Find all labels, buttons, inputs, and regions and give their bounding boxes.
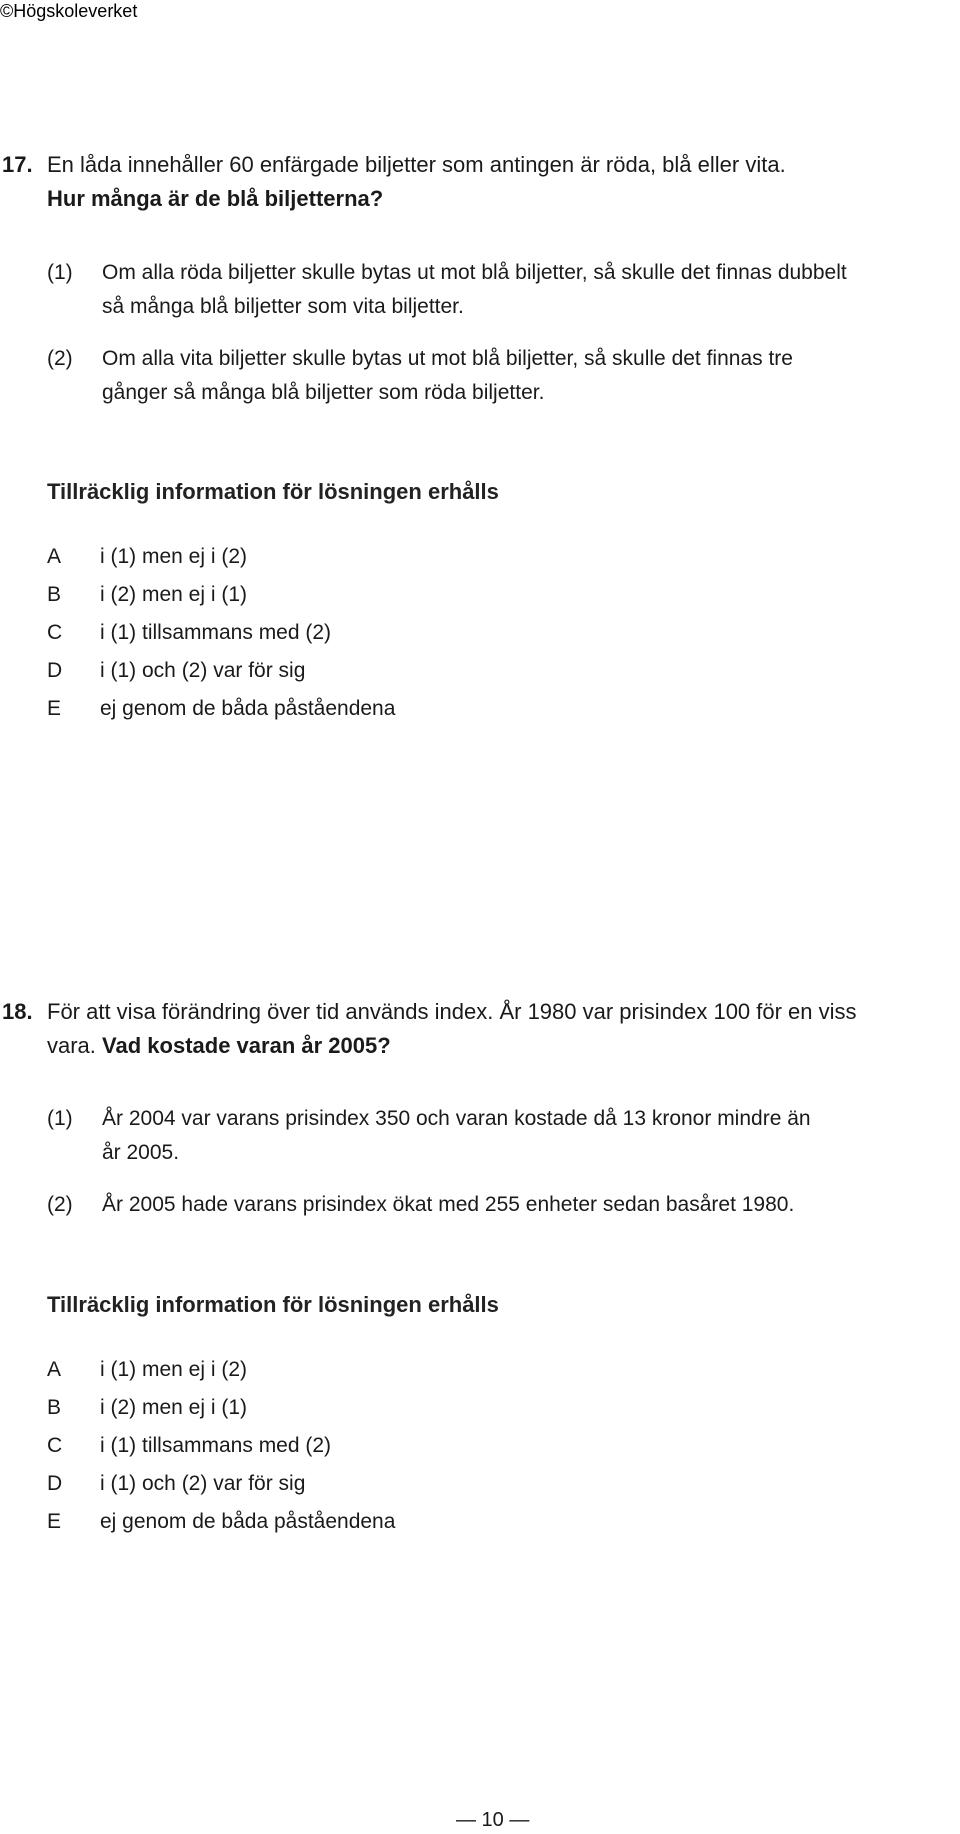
option-letter: D <box>47 1472 63 1495</box>
question-18-text <box>47 995 947 1063</box>
option-text: i (1) men ej i (2) <box>100 1358 248 1381</box>
option-text: i (2) men ej i (1) <box>100 1396 248 1419</box>
question-18-line2-plain: vara. <box>47 1033 96 1058</box>
question-17-number: 17. <box>2 152 33 177</box>
statement-text <box>102 1188 954 1222</box>
statement-number: (2) <box>47 1193 73 1216</box>
statement-line: så många blå biljetter som vita biljetter. <box>102 295 464 318</box>
option-letter: D <box>47 659 63 682</box>
page-number: — 10 — <box>456 1809 530 1831</box>
option-letter: E <box>47 697 62 720</box>
option-letter: B <box>47 1396 62 1419</box>
question-17-text-plain: En låda innehåller 60 enfärgade biljetter som antingen är röda, blå eller vita. <box>47 152 786 177</box>
statement-text <box>102 256 954 324</box>
option-letter: E <box>47 1510 62 1533</box>
option-text: i (1) och (2) var för sig <box>100 1472 306 1495</box>
statement-line: gånger så många blå biljetter som röda biljetter. <box>102 381 545 404</box>
option-text: ej genom de båda påståendena <box>100 697 396 720</box>
question-17-text-bold: Hur många är de blå biljetterna? <box>47 186 384 211</box>
statement-line: År 2005 hade varans prisindex ökat med 255 enheter sedan basåret 1980. <box>102 1193 795 1216</box>
statement-number: (2) <box>47 347 73 370</box>
question-18-number: 18. <box>2 999 33 1024</box>
statement-line: år 2005. <box>102 1141 180 1164</box>
option-text: ej genom de båda påståendena <box>100 1510 396 1533</box>
question-17-sufficiency-heading: Tillräcklig information för lösningen erhålls <box>47 479 499 504</box>
question-18-line2-bold: Vad kostade varan år 2005? <box>102 1033 391 1058</box>
option-letter: C <box>47 621 63 644</box>
statement-line: År 2004 var varans prisindex 350 och varan kostade då 13 kronor mindre än <box>102 1107 811 1130</box>
statement-text <box>102 342 954 410</box>
copyright-notice: ©Högskoleverket <box>0 1 138 21</box>
question-18-sufficiency-heading: Tillräcklig information för lösningen erhålls <box>47 1292 499 1317</box>
option-text: i (2) men ej i (1) <box>100 583 248 606</box>
statement-text <box>102 1102 954 1170</box>
option-letter: A <box>47 1358 62 1381</box>
option-letter: A <box>47 545 62 568</box>
option-letter: C <box>47 1434 63 1457</box>
question-17-text <box>47 148 947 216</box>
option-text: i (1) och (2) var för sig <box>100 659 306 682</box>
question-18-line1: För att visa förändring över tid används index. År 1980 var prisindex 100 för en viss <box>47 999 857 1024</box>
statement-line: Om alla röda biljetter skulle bytas ut mot blå biljetter, så skulle det finnas dubbelt <box>102 261 847 284</box>
option-text: i (1) tillsammans med (2) <box>100 1434 332 1457</box>
statement-line: Om alla vita biljetter skulle bytas ut mot blå biljetter, så skulle det finnas tre <box>102 347 793 370</box>
option-letter: B <box>47 583 62 606</box>
option-text: i (1) men ej i (2) <box>100 545 248 568</box>
statement-number: (1) <box>47 1107 73 1130</box>
option-text: i (1) tillsammans med (2) <box>100 621 332 644</box>
statement-number: (1) <box>47 261 73 284</box>
